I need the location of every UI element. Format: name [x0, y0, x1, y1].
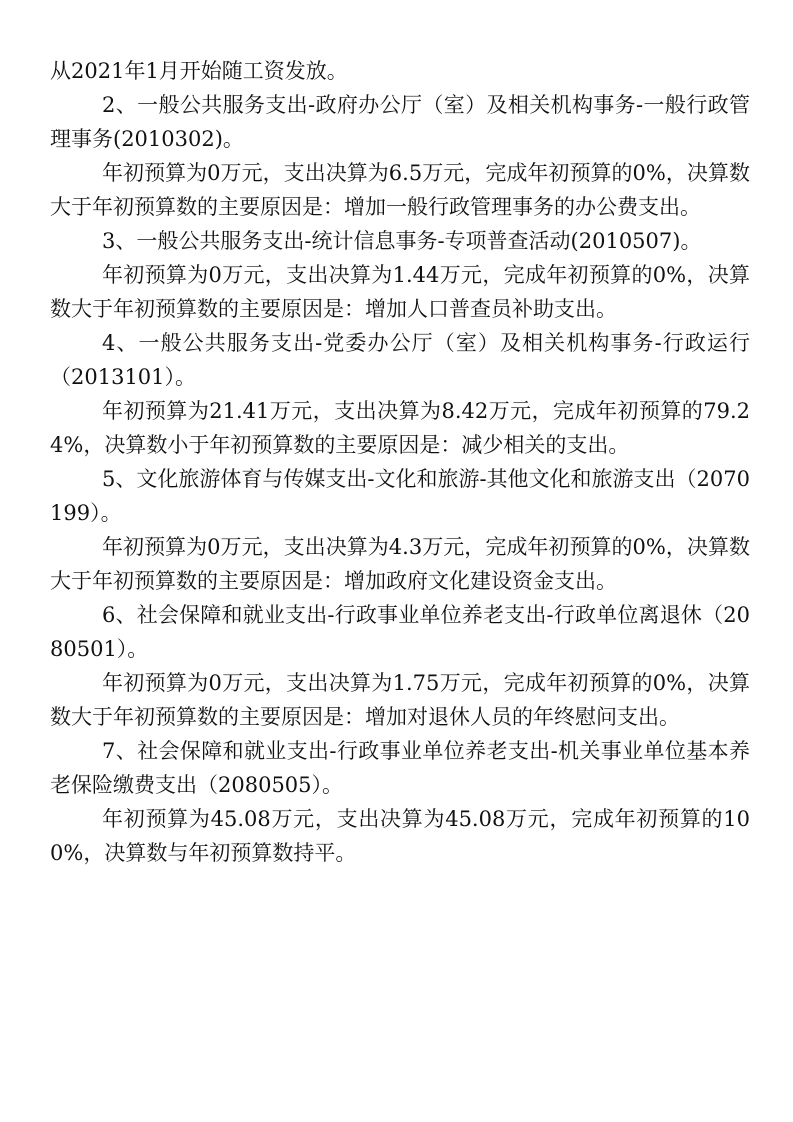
item-5-heading: 5、文化旅游体育与传媒支出-文化和旅游-其他文化和旅游支出（2070199）。 — [50, 467, 750, 525]
item-6-heading: 6、社会保障和就业支出-行政事业单位养老支出-行政单位离退休（2080501）。 — [50, 603, 750, 661]
item-6-detail: 年初预算为0万元，支出决算为1.75万元，完成年初预算的0%，决算数大于年初预算数的主要原因是：增加对退休人员的年终慰问支出。 — [50, 671, 750, 729]
paragraph-continuation: 从2021年1月开始随工资发放。 — [50, 59, 348, 83]
item-4-detail: 年初预算为21.41万元，支出决算为8.42万元，完成年初预算的79.24%，决算数小于年初预算数的主要原因是：减少相关的支出。 — [50, 399, 750, 457]
document-page — [50, 54, 750, 870]
item-3-detail: 年初预算为0万元，支出决算为1.44万元，完成年初预算的0%，决算数大于年初预算数的主要原因是：增加人口普查员补助支出。 — [50, 263, 750, 321]
item-4-heading: 4、一般公共服务支出-党委办公厅（室）及相关机构事务-行政运行（2013101）。 — [50, 331, 750, 389]
item-3-heading: 3、一般公共服务支出-统计信息事务-专项普查活动(2010507)。 — [102, 229, 702, 253]
item-7-detail: 年初预算为45.08万元，支出决算为45.08万元，完成年初预算的100%，决算数与年初预算数持平。 — [50, 807, 750, 865]
item-5-detail: 年初预算为0万元，支出决算为4.3万元，完成年初预算的0%，决算数大于年初预算数的主要原因是：增加政府文化建设资金支出。 — [50, 535, 750, 593]
item-7-heading: 7、社会保障和就业支出-行政事业单位养老支出-机关事业单位基本养老保险缴费支出（2080505）。 — [50, 739, 750, 797]
item-2-heading: 2、一般公共服务支出-政府办公厅（室）及相关机构事务-一般行政管理事务(2010302)。 — [50, 93, 750, 151]
item-2-detail: 年初预算为0万元，支出决算为6.5万元，完成年初预算的0%，决算数大于年初预算数的主要原因是：增加一般行政管理事务的办公费支出。 — [50, 161, 750, 219]
